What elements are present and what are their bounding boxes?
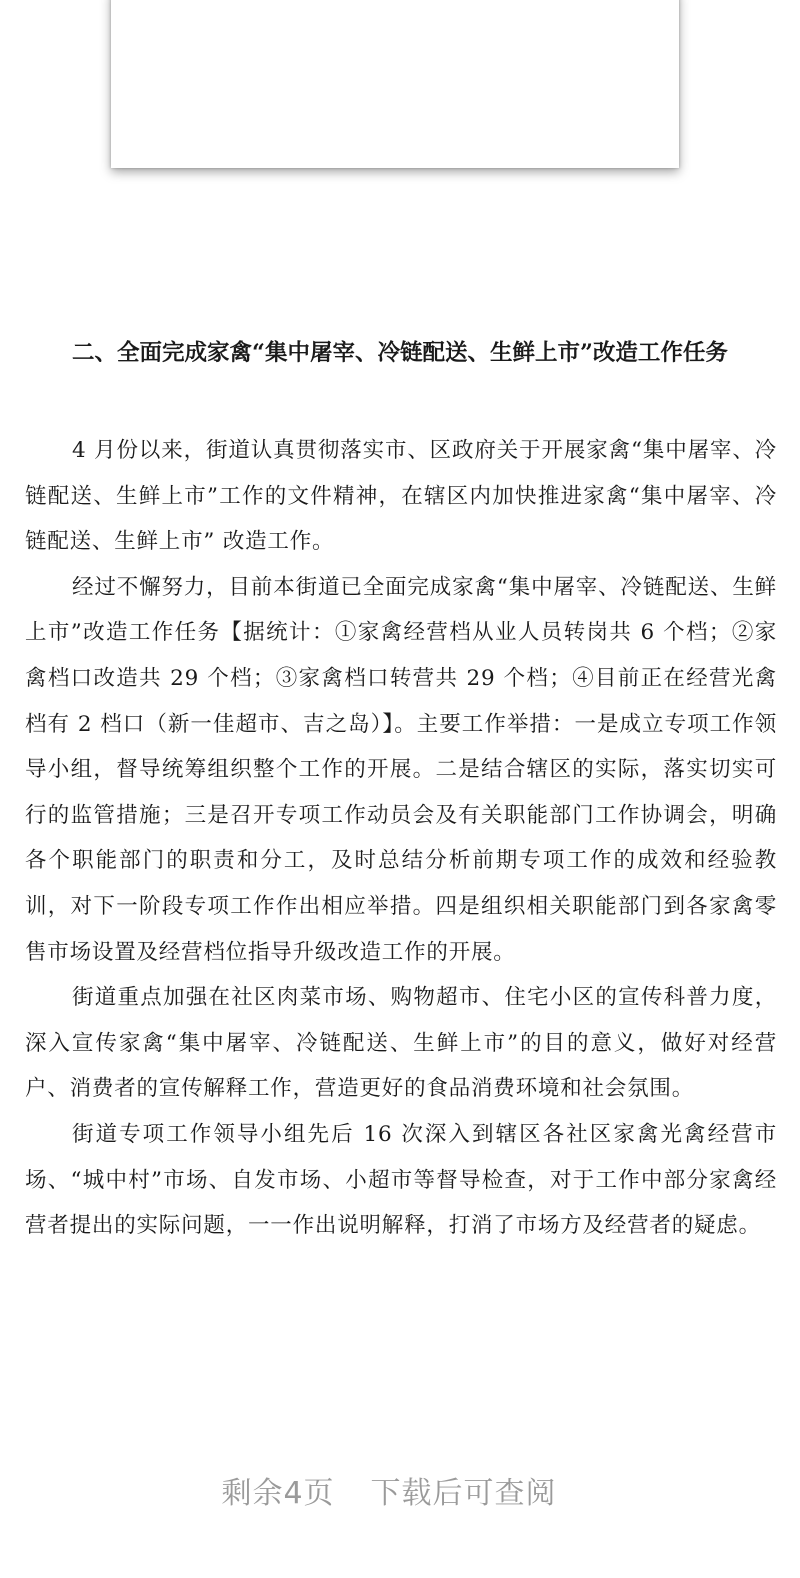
download-prompt[interactable] [0, 1468, 778, 1512]
paragraph: 街道专项工作领导小组先后 16 次深入到辖区各社区家禽光禽经营市场、“城中村”市场、自发市场、小超市等督导检查，对于工作中部分家禽经营者提出的实际问题，一一作出说明解释，打消了市场方及经营者的疑虑。 [25, 1121, 777, 1239]
previous-page-preview-card [111, 0, 679, 168]
paragraph: 街道重点加强在社区肉菜市场、购物超市、住宅小区的宣传科普力度，深入宣传家禽“集中屠宰、冷链配送、生鲜上市”的目的意义，做好对经营户、消费者的宣传解释工作，营造更好的食品消费环境和社会氛围。 [25, 985, 777, 1102]
download-hint-label: 下载后可查阅 [370, 1476, 557, 1511]
document-body [25, 322, 777, 1249]
section-heading: 二、全面完成家禽“集中屠宰、冷链配送、生鲜上市”改造工作任务 [72, 340, 728, 366]
paragraph: 经过不懈努力，目前本街道已全面完成家禽“集中屠宰、冷链配送、生鲜上市”改造工作任务【据统计：①家禽经营档从业人员转岗共 6 个档；②家禽档口改造共 29 个档；③家禽档口转营共 29 个档；④目前正在经营光禽档有 2 档口（新一佳超市、吉之岛）】。主要工作举措：一是成立专项工作领导小组，督导统筹组织整个工作的开展。二是结合辖区的实际，落实切实可行的监管措施；三是召开专项工作动员会及有关职能部门工作协调会，明确各个职能部门的职责和分工，及时总结分析前期专项工作的成效和经验教训，对下一阶段专项工作作出相应举措。四是组织相关职能部门到各家禽零售市场设置及经营档位指导升级改造工作的开展。 [25, 574, 777, 965]
paragraph: 4 月份以来，街道认真贯彻落实市、区政府关于开展家禽“集中屠宰、冷链配送、生鲜上市”工作的文件精神，在辖区内加快推进家禽“集中屠宰、冷链配送、生鲜上市” 改造工作。 [25, 438, 777, 555]
remaining-pages-label: 剩余4页 [221, 1476, 335, 1511]
